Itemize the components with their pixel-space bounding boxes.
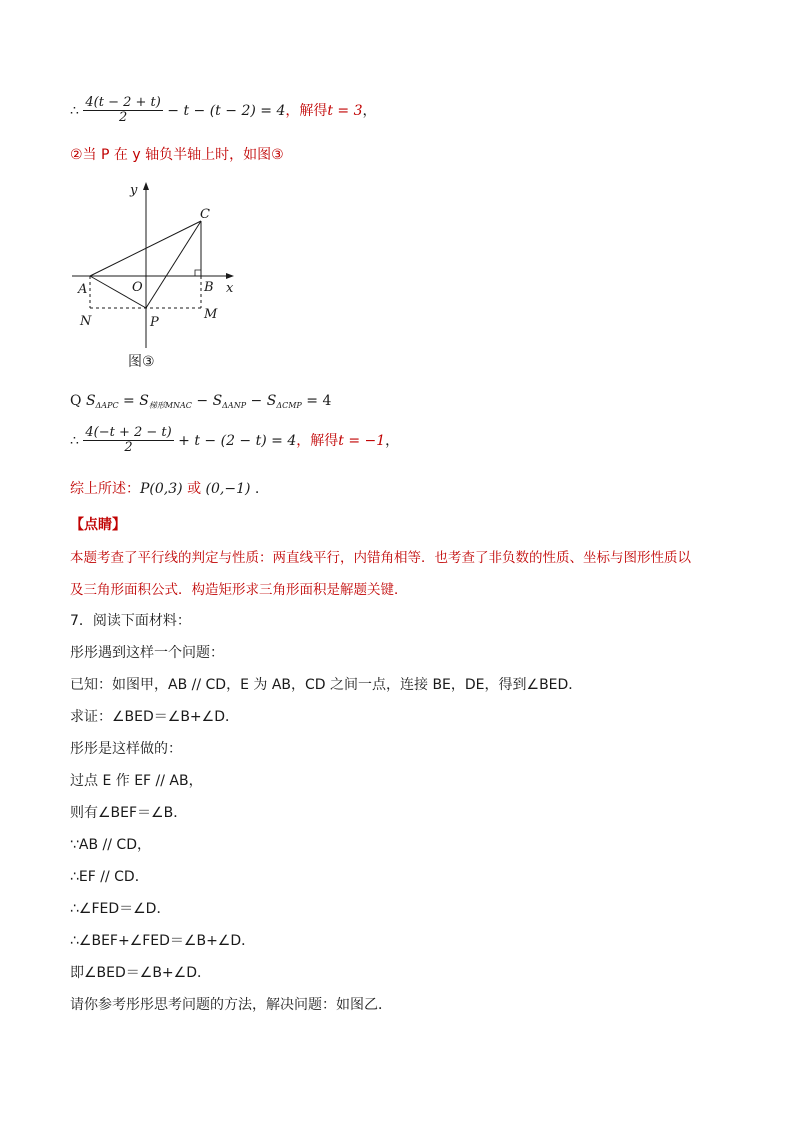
figure-3-diagram <box>66 178 266 368</box>
problem-line: ∴EF // CD． <box>70 869 149 885</box>
label-y: y <box>130 183 138 198</box>
minus-2: − <box>250 393 263 409</box>
problem-line: ∵AB // CD， <box>70 837 151 853</box>
x-axis-arrow <box>226 273 234 279</box>
label-M: M <box>204 307 218 322</box>
area-equation <box>70 393 331 411</box>
problem-line: 即∠BED＝∠B+∠D． <box>70 965 211 981</box>
problem-line: 已知：如图甲，AB // CD，E 为 AB，CD 之间一点，连接 BE，DE，得到∠BED． <box>70 677 583 693</box>
equation-rest: + t − (2 − t) = 4 <box>178 432 297 449</box>
problem-line: 彤彤遇到这样一个问题： <box>70 645 224 661</box>
fraction-denominator: 2 <box>118 110 128 126</box>
summary-label: 综上所述： <box>70 481 140 497</box>
because-symbol: Q <box>70 393 82 409</box>
area-sub-trapezoid: 梯形MNAC <box>148 401 192 410</box>
area-sub-anp: ΔANP <box>222 401 247 410</box>
area-sub-cmp: ΔCMP <box>276 401 302 410</box>
area-S2: S <box>139 393 149 409</box>
fraction-denominator: 2 <box>124 440 133 456</box>
fraction <box>83 96 162 126</box>
label-C: C <box>200 207 210 222</box>
fraction <box>83 426 173 456</box>
problem-line: 则有∠BEF＝∠B． <box>70 805 188 821</box>
area-S3: S <box>212 393 223 409</box>
summary-point-1: P(0,3) <box>140 481 183 497</box>
solve-comment: ，解得 <box>285 102 328 119</box>
y-axis-arrow <box>143 182 149 190</box>
solve-answer: t = −1 <box>338 432 386 449</box>
area-result: = 4 <box>306 393 332 409</box>
summary-line <box>70 478 259 498</box>
minus-1: − <box>196 393 209 409</box>
problem-line: ∴∠FED＝∠D． <box>70 901 171 917</box>
summary-or: 或 <box>187 481 202 497</box>
area-S4: S <box>266 393 277 409</box>
punct: ， <box>385 432 400 449</box>
label-N: N <box>80 314 92 329</box>
therefore-symbol: ∴ <box>70 102 79 119</box>
figure-caption: 图③ <box>128 354 155 368</box>
area-sub-apc: ΔAPC <box>95 401 119 410</box>
problem-line: 彤彤是这样做的： <box>70 741 182 757</box>
label-O: O <box>132 280 143 295</box>
fraction-numerator: 4(−t + 2 − t) <box>85 425 172 440</box>
solve-answer: t = 3 <box>327 102 363 119</box>
right-angle-mark <box>195 270 201 276</box>
equation-rest: − t − (t − 2) = 4 <box>167 102 286 119</box>
solve-comment: ，解得 <box>296 432 339 449</box>
summary-end: . <box>254 481 260 497</box>
dianjing-body-line-2: 及三角形面积公式．构造矩形求三角形面积是解题关键． <box>70 582 408 598</box>
punct: ， <box>362 102 377 119</box>
equation-line-2 <box>70 426 399 456</box>
label-A: A <box>78 282 88 297</box>
problem-line: 求证：∠BED＝∠B+∠D． <box>70 709 239 725</box>
equation-line-1 <box>70 96 377 126</box>
case-2-heading: ②当 P 在 y 轴负半轴上时，如图③ <box>70 147 284 163</box>
fraction-numerator: 4(t − 2 + t) <box>85 95 161 110</box>
label-B: B <box>204 280 214 295</box>
segment-PC <box>146 221 201 308</box>
problem-line: ∴∠BEF+∠FED＝∠B+∠D． <box>70 933 256 949</box>
summary-point-2: (0,−1) <box>205 481 251 497</box>
label-P: P <box>150 315 159 330</box>
problem-7-title: 7．阅读下面材料： <box>70 613 191 629</box>
label-x: x <box>226 281 234 296</box>
dianjing-title: 【点睛】 <box>70 517 126 533</box>
area-S1: S <box>85 393 96 409</box>
problem-line: 请你参考彤彤思考问题的方法，解决问题：如图乙． <box>70 997 392 1013</box>
equals: = <box>123 393 135 409</box>
therefore-symbol: ∴ <box>70 432 79 449</box>
dianjing-body-line-1: 本题考查了平行线的判定与性质：两直线平行，内错角相等．也考查了非负数的性质、坐标与图形性质以 <box>70 550 691 566</box>
problem-line: 过点 E 作 EF // AB， <box>70 773 203 789</box>
